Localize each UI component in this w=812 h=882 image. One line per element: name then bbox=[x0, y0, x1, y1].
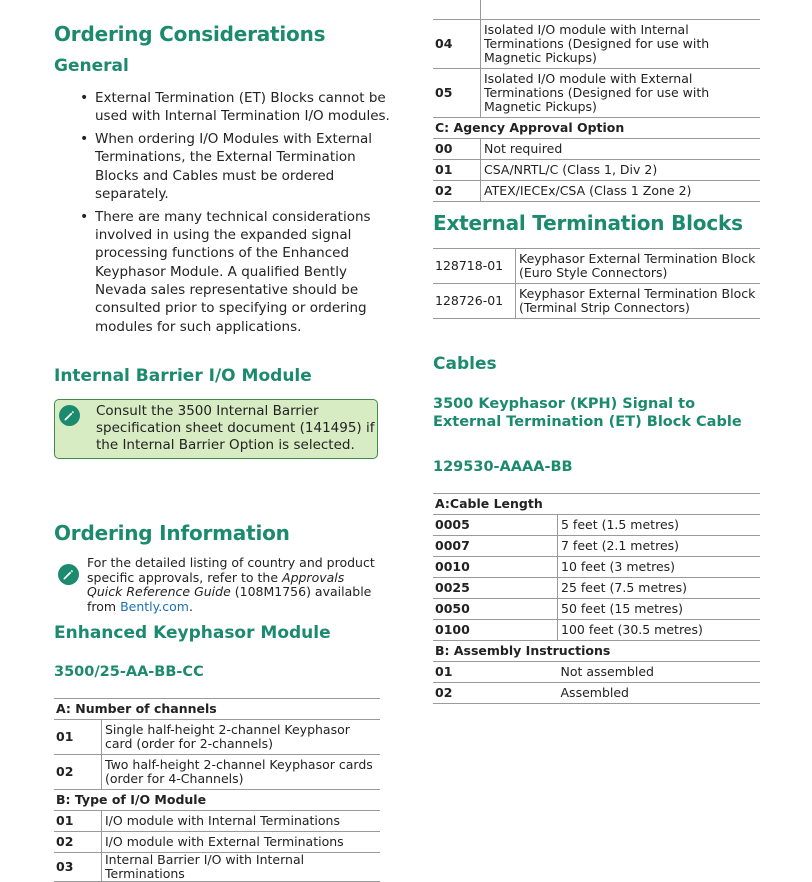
part-description: Keyphasor External Termination Block (Euro Style Connectors) bbox=[516, 249, 761, 284]
option-code: 01 bbox=[433, 662, 558, 683]
cable-part-number: 129530-AAAA-BB bbox=[433, 459, 573, 475]
option-description: 10 feet (3 metres) bbox=[558, 557, 761, 578]
general-bullet-list bbox=[79, 89, 395, 340]
table-row bbox=[433, 20, 760, 69]
section-b-header: B: Type of I/O Module bbox=[54, 790, 380, 811]
option-code: 0050 bbox=[433, 599, 558, 620]
pencil-icon bbox=[58, 564, 79, 585]
table-row bbox=[433, 683, 760, 704]
bullet-item: • There are many technical considerations involved in using the expanded signal processing functions of the Enhanced Keyphasor Module. A qualified Bently Nevada sales representative should be consulted prior to specifying or ordering modules for such applications. bbox=[95, 208, 395, 336]
table-row bbox=[54, 755, 380, 790]
general-heading: General bbox=[54, 56, 129, 76]
option-description: 25 feet (7.5 metres) bbox=[558, 578, 761, 599]
table-row bbox=[433, 0, 760, 20]
approvals-guide-title: Approvals Quick Reference Guide bbox=[87, 569, 345, 600]
internal-barrier-note bbox=[54, 399, 378, 459]
option-code: 04 bbox=[433, 20, 481, 69]
table-row bbox=[54, 720, 380, 755]
option-code: 0010 bbox=[433, 557, 558, 578]
internal-barrier-note-text: Consult the 3500 Internal Barrier specification sheet document (141495) if the Internal Barrier Option is selected. bbox=[96, 403, 375, 453]
table-row bbox=[433, 160, 760, 181]
part-code: 128718-01 bbox=[433, 249, 516, 284]
option-code: 0025 bbox=[433, 578, 558, 599]
option-description: Not assembled bbox=[558, 662, 761, 683]
table-section-row bbox=[54, 699, 380, 720]
option-description: 100 feet (30.5 metres) bbox=[558, 620, 761, 641]
table-row bbox=[54, 832, 380, 853]
option-description: Internal Barrier I/O with Internal Terminations bbox=[102, 853, 381, 882]
option-description: Single half-height 2-channel Keyphasor card (order for 2-channels) bbox=[102, 720, 381, 755]
ordering-info-note bbox=[87, 556, 383, 614]
bullet-item: • When ordering I/O Modules with External Terminations, the External Termination Blocks and Cables must be ordered separately. bbox=[95, 130, 395, 203]
ordering-information-heading: Ordering Information bbox=[54, 521, 290, 545]
option-description: 50 feet (15 metres) bbox=[558, 599, 761, 620]
table-section-row bbox=[433, 494, 760, 515]
table-row bbox=[433, 662, 760, 683]
section-b-header: B: Assembly Instructions bbox=[433, 641, 760, 662]
option-description: ATEX/IECEx/CSA (Class 1 Zone 2) bbox=[481, 181, 761, 202]
option-code: 03 bbox=[54, 853, 102, 882]
option-description: Assembled bbox=[558, 683, 761, 704]
option-code: 0100 bbox=[433, 620, 558, 641]
table-row bbox=[433, 69, 760, 118]
ordering-info-text: For the detailed listing of country and product specific approvals, refer to the bbox=[87, 555, 375, 585]
table-row bbox=[433, 139, 760, 160]
table-row bbox=[433, 284, 760, 319]
table-row bbox=[433, 599, 760, 620]
option-description: Isolated I/O module with Internal Terminations (Designed for use with Magnetic Pickups) bbox=[481, 20, 761, 69]
enhanced-keyphasor-heading: Enhanced Keyphasor Module bbox=[54, 623, 331, 643]
part-description: Keyphasor External Termination Block (Terminal Strip Connectors) bbox=[516, 284, 761, 319]
internal-barrier-heading: Internal Barrier I/O Module bbox=[54, 366, 312, 386]
table-row bbox=[433, 536, 760, 557]
option-description: Two half-height 2-channel Keyphasor cards (order for 4-Channels) bbox=[102, 755, 381, 790]
table-row bbox=[54, 853, 380, 882]
table-row bbox=[433, 620, 760, 641]
option-description: CSA/NRTL/C (Class 1, Div 2) bbox=[481, 160, 761, 181]
table-row bbox=[433, 515, 760, 536]
part-number: 3500/25-AA-BB-CC bbox=[54, 664, 204, 680]
table-row bbox=[433, 557, 760, 578]
table-row bbox=[433, 181, 760, 202]
table-row bbox=[54, 811, 380, 832]
option-code: 0007 bbox=[433, 536, 558, 557]
termination-blocks-table bbox=[433, 248, 760, 319]
option-description: Isolated I/O module with External Terminations (Designed for use with Magnetic Pickups) bbox=[481, 69, 761, 118]
cables-heading: Cables bbox=[433, 354, 497, 374]
keyphasor-options-table-continued bbox=[433, 0, 760, 202]
option-description: 7 feet (2.1 metres) bbox=[558, 536, 761, 557]
option-code: 02 bbox=[54, 832, 102, 853]
option-code: 01 bbox=[54, 720, 102, 755]
ordering-info-text: (108M1756) available from bbox=[87, 584, 372, 614]
keyphasor-options-table bbox=[54, 698, 380, 882]
option-code: 01 bbox=[433, 160, 481, 181]
bently-link[interactable]: Bently.com bbox=[120, 598, 189, 614]
option-description: Not required bbox=[481, 139, 761, 160]
option-code: 00 bbox=[433, 139, 481, 160]
cable-options-table bbox=[433, 493, 760, 704]
option-description: 5 feet (1.5 metres) bbox=[558, 515, 761, 536]
external-termination-blocks-heading: External Termination Blocks bbox=[433, 211, 743, 235]
pencil-icon bbox=[59, 405, 80, 426]
section-c-header: C: Agency Approval Option bbox=[433, 118, 760, 139]
table-section-row bbox=[433, 118, 760, 139]
table-row bbox=[433, 249, 760, 284]
option-code: 0005 bbox=[433, 515, 558, 536]
option-code: 01 bbox=[54, 811, 102, 832]
option-code: 02 bbox=[54, 755, 102, 790]
section-a-header: A:Cable Length bbox=[433, 494, 760, 515]
option-description: I/O module with Internal Terminations bbox=[102, 811, 381, 832]
ordering-info-text: . bbox=[188, 598, 193, 614]
part-code: 128726-01 bbox=[433, 284, 516, 319]
bullet-item: • External Termination (ET) Blocks cannot be used with Internal Termination I/O modules. bbox=[95, 89, 395, 126]
note-icon-container bbox=[56, 561, 80, 587]
option-code: 02 bbox=[433, 181, 481, 202]
table-row bbox=[433, 578, 760, 599]
option-code: 05 bbox=[433, 69, 481, 118]
table-section-row bbox=[433, 641, 760, 662]
section-a-header: A: Number of channels bbox=[54, 699, 380, 720]
option-code: 02 bbox=[433, 683, 558, 704]
cable-subtitle: 3500 Keyphasor (KPH) Signal to External Termination (ET) Block Cable bbox=[433, 396, 742, 430]
table-section-row bbox=[54, 790, 380, 811]
option-description: I/O module with External Terminations bbox=[102, 832, 381, 853]
ordering-considerations-heading: Ordering Considerations bbox=[54, 22, 326, 46]
